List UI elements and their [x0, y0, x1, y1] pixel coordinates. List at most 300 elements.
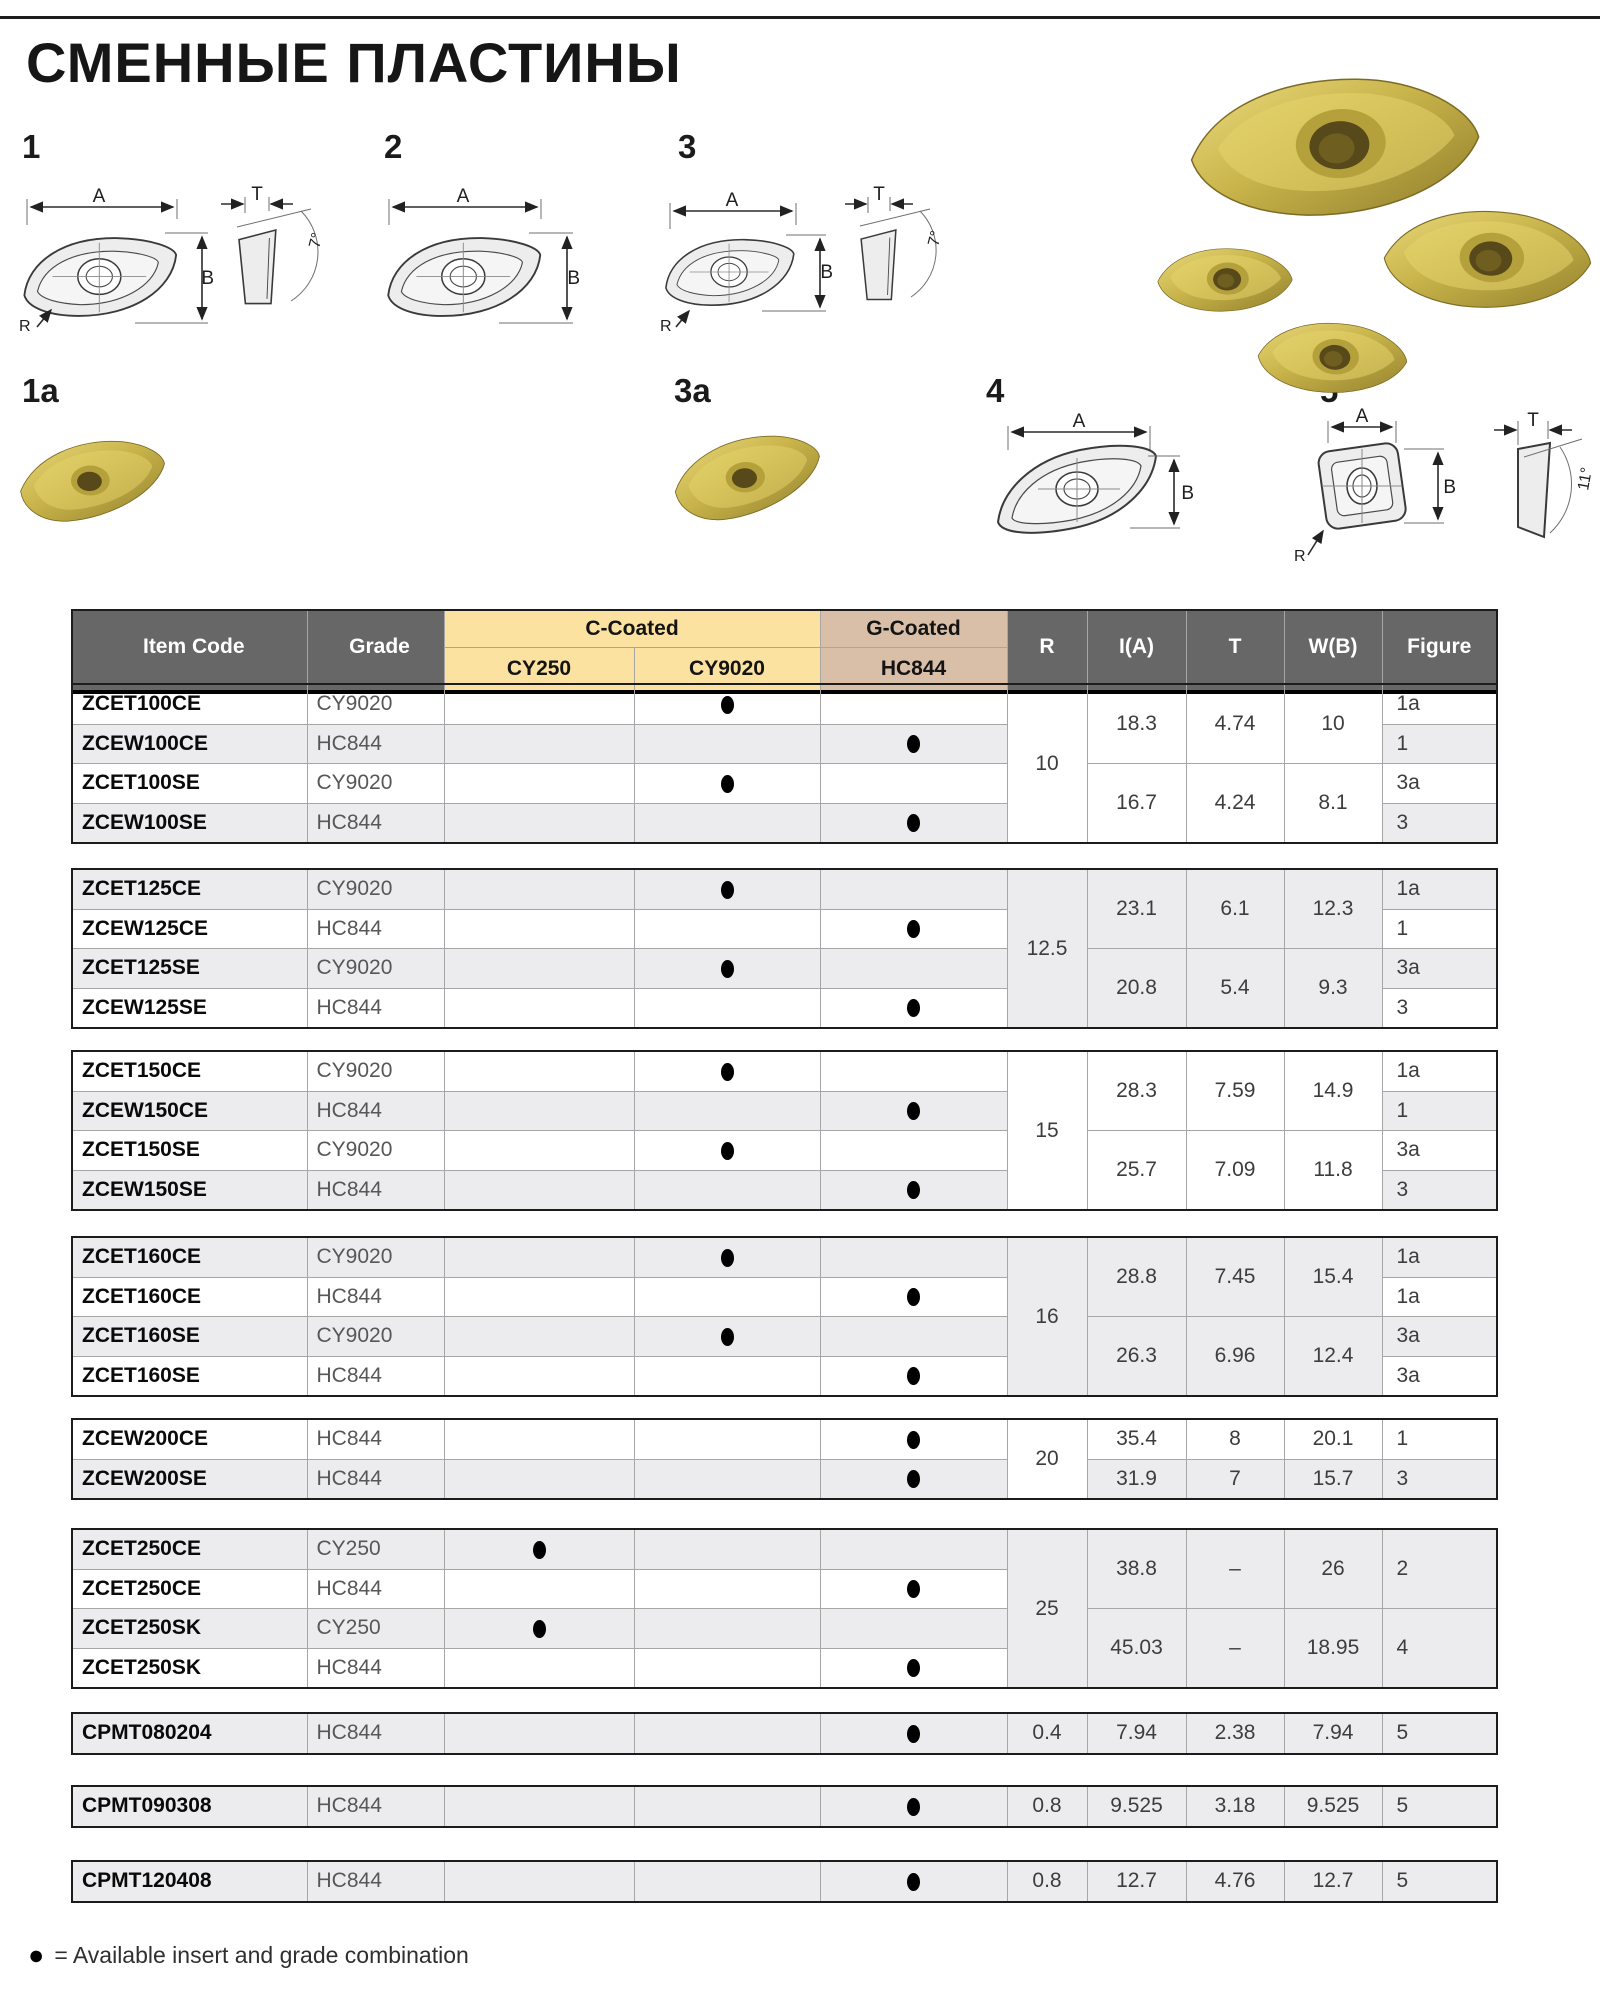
availability-dot [907, 1367, 920, 1385]
availability-dot [721, 696, 734, 714]
figure-ref: 1 [1382, 724, 1497, 764]
col-header-r: R [1007, 610, 1087, 692]
item-code: ZCET160CE [72, 1277, 307, 1317]
col-header-figure: Figure [1382, 610, 1497, 692]
availability-hc844 [820, 1648, 1007, 1688]
figure-ref: 3a [1382, 949, 1497, 989]
t-value: 2.38 [1186, 1713, 1284, 1754]
figure-label-1: 1 [22, 128, 41, 165]
availability-cy250 [444, 1419, 634, 1459]
availability-cy250 [444, 1609, 634, 1649]
availability-cy250 [444, 1131, 634, 1171]
figure-ref: 5 [1382, 1861, 1497, 1902]
availability-cy9020 [634, 1170, 820, 1210]
figure-label-3: 3 [678, 128, 697, 165]
item-code: ZCET250CE [72, 1569, 307, 1609]
item-code: ZCET125SE [72, 949, 307, 989]
ia-value: 31.9 [1087, 1459, 1186, 1499]
inserts-table-header [71, 609, 1498, 694]
grade: CY9020 [307, 1317, 444, 1357]
wb-value: 7.94 [1284, 1713, 1382, 1754]
ia-value: 7.94 [1087, 1713, 1186, 1754]
grade: CY250 [307, 1609, 444, 1649]
availability-cy250 [444, 684, 634, 724]
col-header-c-coated: C-Coated [444, 610, 820, 648]
wb-value: 18.95 [1284, 1609, 1382, 1689]
radius-value: 10 [1007, 684, 1087, 843]
ia-value: 28.8 [1087, 1237, 1186, 1317]
availability-cy9020 [634, 1277, 820, 1317]
table-row [72, 949, 1497, 989]
wb-value: 12.3 [1284, 869, 1382, 949]
insert-photo-3a [672, 420, 824, 535]
grade: HC844 [307, 724, 444, 764]
availability-cy250 [444, 988, 634, 1028]
item-code: ZCEW125SE [72, 988, 307, 1028]
t-value: 4.74 [1186, 684, 1284, 764]
availability-hc844 [820, 988, 1007, 1028]
ia-value: 38.8 [1087, 1529, 1186, 1609]
availability-cy9020 [634, 988, 820, 1028]
figure-5-drawing [1292, 405, 1600, 570]
availability-hc844 [820, 1529, 1007, 1569]
availability-cy9020 [634, 724, 820, 764]
wb-value: 8.1 [1284, 764, 1382, 844]
ia-value: 16.7 [1087, 764, 1186, 844]
table-row [72, 1459, 1497, 1499]
availability-cy250 [444, 1237, 634, 1277]
availability-cy250 [444, 869, 634, 909]
availability-cy9020 [634, 1529, 820, 1569]
insert-photo-right [1380, 192, 1595, 327]
figure-ref: 1a [1382, 1051, 1497, 1091]
availability-cy9020 [634, 1459, 820, 1499]
dim-a-label: A [1072, 411, 1086, 432]
table-row [72, 1713, 1497, 1754]
col-header-item-code: Item Code [72, 610, 307, 692]
availability-cy9020 [634, 1786, 820, 1827]
availability-hc844 [820, 1237, 1007, 1277]
wb-value: 12.7 [1284, 1861, 1382, 1902]
figure-ref: 3a [1382, 764, 1497, 804]
t-value: – [1186, 1609, 1284, 1689]
figure-ref: 1a [1382, 684, 1497, 724]
radius-value: 20 [1007, 1419, 1087, 1499]
figure-ref: 3 [1382, 988, 1497, 1028]
grade: HC844 [307, 1861, 444, 1902]
availability-hc844 [820, 1713, 1007, 1754]
availability-dot [907, 1470, 920, 1488]
figure-1-front-drawing [15, 183, 215, 333]
dim-a-label: A [1355, 406, 1369, 427]
availability-cy250 [444, 909, 634, 949]
insert-group-r-25 [71, 1528, 1498, 1689]
availability-dot [533, 1541, 546, 1559]
insert-group-r-12.5 [71, 868, 1498, 1029]
dim-t-label: T [1527, 410, 1539, 431]
availability-dot [907, 1288, 920, 1306]
grade: CY9020 [307, 949, 444, 989]
item-code: ZCET100CE [72, 684, 307, 724]
ia-value: 45.03 [1087, 1609, 1186, 1689]
table-row [72, 1609, 1497, 1649]
availability-cy9020 [634, 1713, 820, 1754]
grade: HC844 [307, 1091, 444, 1131]
figure-ref: 3a [1382, 1317, 1497, 1357]
item-code: ZCEW125CE [72, 909, 307, 949]
grade: HC844 [307, 1170, 444, 1210]
t-value: 4.76 [1186, 1861, 1284, 1902]
availability-dot-legend: ● [28, 1940, 45, 1970]
t-value: 8 [1186, 1419, 1284, 1459]
wb-value: 15.7 [1284, 1459, 1382, 1499]
grade: CY9020 [307, 1051, 444, 1091]
dim-b-label: B [1181, 483, 1194, 504]
col-header-grade: Grade [307, 610, 444, 692]
insert-group-r-16 [71, 1236, 1498, 1397]
availability-hc844 [820, 869, 1007, 909]
availability-cy9020 [634, 1317, 820, 1357]
table-row [72, 1861, 1497, 1902]
table-row [72, 1131, 1497, 1171]
availability-dot [721, 1142, 734, 1160]
item-code: ZCET160SE [72, 1317, 307, 1357]
dim-b-label: B [1443, 477, 1456, 498]
ia-value: 28.3 [1087, 1051, 1186, 1131]
availability-cy9020 [634, 1569, 820, 1609]
figure-ref: 3 [1382, 1170, 1497, 1210]
availability-cy250 [444, 764, 634, 804]
wb-value: 9.525 [1284, 1786, 1382, 1827]
wb-value: 14.9 [1284, 1051, 1382, 1131]
figure-label-3a: 3a [674, 372, 711, 409]
availability-cy250 [444, 1356, 634, 1396]
availability-dot [907, 1873, 920, 1891]
availability-dot [721, 1328, 734, 1346]
figure-3-front-drawing [658, 183, 833, 333]
col-header-wb: W(B) [1284, 610, 1382, 692]
availability-cy9020 [634, 869, 820, 909]
availability-dot [721, 775, 734, 793]
t-value: – [1186, 1529, 1284, 1609]
insert-photo-small-middle [1255, 318, 1410, 398]
insert-group-r-0.4 [71, 1712, 1498, 1755]
grade: HC844 [307, 1713, 444, 1754]
radius-value: 0.8 [1007, 1861, 1087, 1902]
table-row [72, 1237, 1497, 1277]
availability-hc844 [820, 949, 1007, 989]
figure-ref: 1a [1382, 869, 1497, 909]
t-value: 4.24 [1186, 764, 1284, 844]
grade: HC844 [307, 1648, 444, 1688]
table-row [72, 1786, 1497, 1827]
availability-cy250 [444, 949, 634, 989]
footnote [28, 1942, 469, 1969]
col-header-t: T [1186, 610, 1284, 692]
dim-11deg-label: 11° [1575, 466, 1596, 492]
availability-cy250 [444, 1648, 634, 1688]
table-row [72, 684, 1497, 724]
availability-hc844 [820, 1170, 1007, 1210]
availability-cy9020 [634, 1861, 820, 1902]
item-code: CPMT120408 [72, 1861, 307, 1902]
availability-hc844 [820, 1131, 1007, 1171]
item-code: ZCEW100CE [72, 724, 307, 764]
figure-ref: 4 [1382, 1609, 1497, 1689]
item-code: ZCET250SK [72, 1648, 307, 1688]
wb-value: 9.3 [1284, 949, 1382, 1029]
wb-value: 20.1 [1284, 1419, 1382, 1459]
t-value: 7.59 [1186, 1051, 1284, 1131]
availability-cy250 [444, 1861, 634, 1902]
figure-ref: 1a [1382, 1237, 1497, 1277]
figure-ref: 5 [1382, 1713, 1497, 1754]
availability-dot [907, 1181, 920, 1199]
figure-ref: 5 [1382, 1786, 1497, 1827]
grade: HC844 [307, 1356, 444, 1396]
availability-hc844 [820, 1277, 1007, 1317]
availability-cy9020 [634, 1648, 820, 1688]
availability-dot [907, 920, 920, 938]
table-row [72, 869, 1497, 909]
dim-t-label: T [873, 184, 885, 205]
ia-value: 25.7 [1087, 1131, 1186, 1211]
availability-cy9020 [634, 684, 820, 724]
grade: HC844 [307, 803, 444, 843]
t-value: 5.4 [1186, 949, 1284, 1029]
col-header-ia: I(A) [1087, 610, 1186, 692]
col-header-hc844: HC844 [820, 648, 1007, 693]
ia-value: 20.8 [1087, 949, 1186, 1029]
availability-dot [907, 1431, 920, 1449]
availability-hc844 [820, 1786, 1007, 1827]
item-code: CPMT090308 [72, 1786, 307, 1827]
figure-ref: 3a [1382, 1131, 1497, 1171]
ia-value: 23.1 [1087, 869, 1186, 949]
availability-cy250 [444, 1091, 634, 1131]
availability-cy9020 [634, 803, 820, 843]
figure-label-1a: 1a [22, 372, 59, 409]
availability-hc844 [820, 1569, 1007, 1609]
figure-ref: 1a [1382, 1277, 1497, 1317]
item-code: ZCET160CE [72, 1237, 307, 1277]
availability-dot [907, 999, 920, 1017]
col-header-g-coated: G-Coated [820, 610, 1007, 648]
availability-dot [721, 1063, 734, 1081]
availability-dot [907, 814, 920, 832]
figure-ref: 3 [1382, 1459, 1497, 1499]
grade: HC844 [307, 1277, 444, 1317]
t-value: 7 [1186, 1459, 1284, 1499]
item-code: ZCET250CE [72, 1529, 307, 1569]
figure-3-side-drawing [840, 183, 955, 333]
availability-hc844 [820, 1419, 1007, 1459]
item-code: ZCEW150SE [72, 1170, 307, 1210]
availability-dot [907, 1659, 920, 1677]
grade: CY9020 [307, 869, 444, 909]
dim-b-label: B [820, 262, 833, 283]
item-code: ZCEW200SE [72, 1459, 307, 1499]
table-row [72, 1419, 1497, 1459]
figure-ref: 1 [1382, 1091, 1497, 1131]
ia-value: 35.4 [1087, 1419, 1186, 1459]
insert-group-r-10 [71, 683, 1498, 844]
availability-cy250 [444, 1459, 634, 1499]
availability-cy9020 [634, 1131, 820, 1171]
grade: HC844 [307, 1569, 444, 1609]
item-code: ZCEW100SE [72, 803, 307, 843]
footnote-text: = Available insert and grade combination [54, 1942, 469, 1968]
table-row [72, 1529, 1497, 1569]
availability-cy250 [444, 724, 634, 764]
item-code: ZCET160SE [72, 1356, 307, 1396]
item-code: ZCET250SK [72, 1609, 307, 1649]
availability-cy250 [444, 1317, 634, 1357]
insert-group-r-20 [71, 1418, 1498, 1500]
insert-group-r-0.8 [71, 1860, 1498, 1903]
availability-cy250 [444, 1277, 634, 1317]
availability-hc844 [820, 724, 1007, 764]
table-row [72, 1317, 1497, 1357]
figure-ref: 3 [1382, 803, 1497, 843]
grade: CY250 [307, 1529, 444, 1569]
availability-cy9020 [634, 1237, 820, 1277]
item-code: ZCET150SE [72, 1131, 307, 1171]
availability-cy250 [444, 1569, 634, 1609]
t-value: 6.96 [1186, 1317, 1284, 1397]
availability-cy9020 [634, 909, 820, 949]
ia-value: 26.3 [1087, 1317, 1186, 1397]
availability-dot [721, 960, 734, 978]
wb-value: 15.4 [1284, 1237, 1382, 1317]
figure-ref: 3a [1382, 1356, 1497, 1396]
dim-r-label: R [1294, 548, 1306, 565]
insert-group-r-15 [71, 1050, 1498, 1211]
availability-hc844 [820, 909, 1007, 949]
availability-cy250 [444, 1713, 634, 1754]
grade: CY9020 [307, 1131, 444, 1171]
availability-cy9020 [634, 1051, 820, 1091]
dim-7deg-label: 7° [306, 231, 327, 250]
item-code: ZCET150CE [72, 1051, 307, 1091]
availability-hc844 [820, 1609, 1007, 1649]
figure-1-side-drawing [215, 183, 335, 333]
grade: HC844 [307, 1786, 444, 1827]
item-code: ZCET100SE [72, 764, 307, 804]
ia-value: 18.3 [1087, 684, 1186, 764]
radius-value: 15 [1007, 1051, 1087, 1210]
radius-value: 0.4 [1007, 1713, 1087, 1754]
availability-cy9020 [634, 1091, 820, 1131]
availability-dot [907, 735, 920, 753]
wb-value: 26 [1284, 1529, 1382, 1609]
figure-2-drawing [375, 183, 580, 333]
wb-value: 10 [1284, 684, 1382, 764]
availability-hc844 [820, 803, 1007, 843]
dim-a-label: A [92, 186, 106, 207]
table-row [72, 764, 1497, 804]
grade: CY9020 [307, 1237, 444, 1277]
availability-cy9020 [634, 1356, 820, 1396]
radius-value: 16 [1007, 1237, 1087, 1396]
dim-a-label: A [456, 186, 470, 207]
availability-cy250 [444, 1170, 634, 1210]
dim-a-label: A [725, 190, 739, 211]
insert-photo-small-left [1155, 240, 1295, 320]
availability-hc844 [820, 764, 1007, 804]
item-code: CPMT080204 [72, 1713, 307, 1754]
figure-ref: 1 [1382, 1419, 1497, 1459]
radius-value: 25 [1007, 1529, 1087, 1688]
availability-cy250 [444, 1786, 634, 1827]
availability-hc844 [820, 684, 1007, 724]
availability-dot [907, 1580, 920, 1598]
col-header-cy9020: CY9020 [634, 648, 820, 693]
radius-value: 12.5 [1007, 869, 1087, 1028]
figure-label-2: 2 [384, 128, 403, 165]
grade: HC844 [307, 988, 444, 1028]
availability-hc844 [820, 1317, 1007, 1357]
availability-hc844 [820, 1091, 1007, 1131]
dim-7deg-label: 7° [925, 229, 946, 248]
availability-dot [721, 1249, 734, 1267]
radius-value: 0.8 [1007, 1786, 1087, 1827]
availability-cy250 [444, 1051, 634, 1091]
grade: CY9020 [307, 684, 444, 724]
grade: HC844 [307, 909, 444, 949]
insert-photo-1a [18, 425, 168, 537]
availability-dot [907, 1102, 920, 1120]
availability-hc844 [820, 1356, 1007, 1396]
dim-r-label: R [660, 318, 672, 333]
dim-r-label: R [19, 318, 31, 333]
availability-hc844 [820, 1861, 1007, 1902]
ia-value: 12.7 [1087, 1861, 1186, 1902]
availability-dot [907, 1798, 920, 1816]
figure-ref: 2 [1382, 1529, 1497, 1609]
t-value: 7.45 [1186, 1237, 1284, 1317]
col-header-cy250: CY250 [444, 648, 634, 693]
grade: CY9020 [307, 764, 444, 804]
availability-cy250 [444, 803, 634, 843]
availability-hc844 [820, 1459, 1007, 1499]
availability-dot [721, 881, 734, 899]
availability-hc844 [820, 1051, 1007, 1091]
availability-dot [907, 1725, 920, 1743]
figure-ref: 1 [1382, 909, 1497, 949]
item-code: ZCET125CE [72, 869, 307, 909]
availability-cy9020 [634, 764, 820, 804]
dim-t-label: T [251, 184, 263, 205]
item-code: ZCEW200CE [72, 1419, 307, 1459]
dim-b-label: B [567, 268, 580, 289]
availability-cy9020 [634, 949, 820, 989]
grade: HC844 [307, 1419, 444, 1459]
wb-value: 11.8 [1284, 1131, 1382, 1211]
availability-cy9020 [634, 1609, 820, 1649]
figure-4-drawing [980, 410, 1200, 565]
ia-value: 9.525 [1087, 1786, 1186, 1827]
wb-value: 12.4 [1284, 1317, 1382, 1397]
dim-b-label: B [201, 268, 214, 289]
figure-label-4: 4 [986, 372, 1005, 409]
t-value: 7.09 [1186, 1131, 1284, 1211]
table-row [72, 1051, 1497, 1091]
page-title: СМЕННЫЕ ПЛАСТИНЫ [26, 31, 682, 94]
t-value: 3.18 [1186, 1786, 1284, 1827]
insert-group-r-0.8 [71, 1785, 1498, 1828]
top-rule [0, 16, 1600, 19]
